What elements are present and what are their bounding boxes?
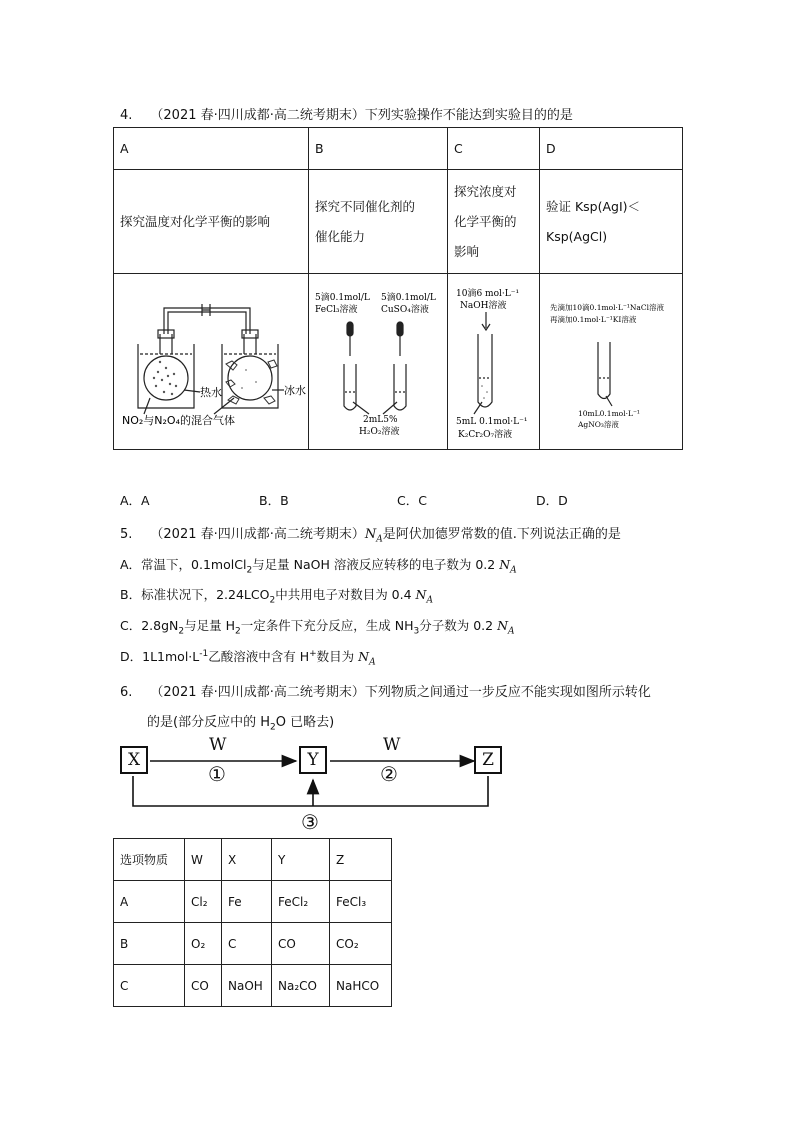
q5a-na-symbol (499, 557, 517, 576)
q5c-sub3: 3 (413, 626, 420, 637)
cell-x: Fe (222, 881, 272, 923)
label-c-top-line1: 10滴6 mol·L⁻¹ (456, 289, 520, 299)
purpose-d-line2: Ksp(AgCl) (546, 228, 608, 244)
na-letter: N (358, 649, 370, 664)
q4-header-c: C (448, 128, 540, 170)
cell-option: A (114, 881, 185, 923)
label-b-reagent2-line1: 5滴0.1mol/L (381, 293, 436, 303)
label-c-top-line2: NaOH溶液 (460, 301, 507, 311)
cell-w: CO (185, 965, 222, 1007)
label-hot-water: 热水 (200, 386, 222, 399)
cell-w: O₂ (185, 923, 222, 965)
q5a-part2: 与足量 NaOH 溶液反应转移的电子数为 0.2 (252, 557, 496, 572)
q6-stem2-part1: 的是(部分反应中的 H (147, 715, 270, 730)
q4-stem (120, 104, 573, 123)
q5-source: （2021 春·四川成都·高二统考期末） (150, 527, 365, 542)
q5c-part2: 与足量 H (184, 618, 236, 633)
cell-x: NaOH (222, 965, 272, 1007)
label-c-bottom-line2: K₂Cr₂O₇溶液 (458, 430, 513, 440)
line-z-back (133, 776, 488, 806)
q4-choice-b[interactable]: B．B (259, 493, 289, 508)
na-letter: N (415, 587, 427, 602)
q5a-part1: A．常温下，0.1molCl (120, 557, 247, 572)
na-letter: N (497, 618, 508, 633)
q5a-sub1: 2 (246, 565, 253, 576)
reagent-w-2: W (383, 735, 401, 755)
table-row (114, 923, 392, 965)
q5c-sub1: 2 (178, 626, 185, 637)
q5-number: 5. (120, 527, 133, 542)
q6-table (113, 838, 392, 1007)
na-subscript: A (510, 565, 517, 576)
q4-choice-d[interactable]: D．D (536, 493, 568, 508)
node-y: Y (299, 746, 327, 774)
purpose-b-line2: 催化能力 (315, 228, 366, 244)
label-b-bottom-line2: H₂O₂溶液 (359, 427, 400, 437)
q5c-part1: C．2.8gN (120, 618, 179, 633)
q6-header-x: X (222, 839, 272, 881)
q4-stem-text: 下列实验操作不能达到实验目的的是 (364, 108, 573, 123)
purpose-c-line2: 化学平衡的 (454, 213, 517, 229)
q4-choice-c[interactable]: C．C (397, 493, 427, 508)
label-b-reagent1-line1: 5滴0.1mol/L (315, 293, 370, 303)
q5d-part1: D．1L1mol·L (120, 649, 200, 664)
q6-header-option: 选项物质 (114, 839, 185, 881)
q4-source: （2021 春·四川成都·高二统考期末） (150, 108, 365, 123)
q5c-na-symbol (497, 618, 515, 637)
q4-purpose-b (309, 170, 448, 274)
label-d-bottom-line2: AgNO₃溶液 (578, 420, 619, 429)
q5d-sup2: + (309, 648, 317, 659)
cell-y: Na₂CO (272, 965, 330, 1007)
q5d-na-symbol (358, 649, 376, 668)
q6-number: 6. (120, 685, 133, 700)
label-b-reagent1-line2: FeCl₃溶液 (315, 305, 358, 315)
q4-figure-b (309, 274, 448, 450)
q4-purpose-d (540, 170, 683, 274)
table-row (114, 965, 392, 1007)
q5c-sub2: 2 (235, 626, 241, 637)
q4-choice-a[interactable]: A．A (120, 493, 150, 508)
q6-stem (120, 681, 651, 700)
step-3-label: ③ (301, 810, 319, 834)
q6-source: （2021 春·四川成都·高二统考期末） (150, 685, 365, 700)
apparatus-d-illustration (540, 274, 683, 449)
q5-option-d[interactable] (120, 647, 376, 668)
purpose-d-line1: 验证 Ksp(AgI)＜ (546, 198, 641, 214)
q4-header-row (114, 128, 683, 170)
na-subscript: A (426, 595, 433, 606)
q6-stem-line1: 下列物质之间通过一步反应不能实现如图所示转化 (364, 685, 651, 700)
q4-figure-a (114, 274, 309, 450)
node-z: Z (474, 746, 502, 774)
q6-stem2-sub: 2 (269, 722, 276, 733)
cell-y: CO (272, 923, 330, 965)
q4-table (113, 127, 683, 450)
cell-z: NaHCO (330, 965, 392, 1007)
purpose-c-line3: 影响 (454, 243, 480, 259)
na-subscript: A (508, 626, 515, 637)
cell-y: FeCl₂ (272, 881, 330, 923)
q4-purpose-c (448, 170, 540, 274)
cell-option: C (114, 965, 185, 1007)
label-b-reagent2-line2: CuSO₄溶液 (381, 305, 429, 315)
label-d-top-line1: 先滴加10滴0.1mol·L⁻¹NaCl溶液 (550, 303, 664, 312)
na-subscript: A (369, 657, 376, 668)
label-c-bottom-line1: 5mL 0.1mol·L⁻¹ (456, 417, 528, 427)
q5d-part3: 数目为 (316, 649, 355, 664)
node-x: X (120, 746, 148, 774)
q6-header-row (114, 839, 392, 881)
na-letter: N (364, 527, 377, 542)
label-d-top-line2: 再滴加0.1mol·L⁻¹KI溶液 (550, 315, 637, 324)
label-gas-mixture: NO₂与N₂O₄的混合气体 (122, 414, 236, 427)
q5d-part2: 乙酸溶液中含有 H (208, 649, 310, 664)
na-letter: N (499, 557, 511, 572)
q5c-part3: 一定条件下充分反应，生成 NH (240, 618, 414, 633)
cell-w: Cl₂ (185, 881, 222, 923)
q5-stem (120, 523, 621, 545)
q5-option-c[interactable] (120, 616, 515, 637)
q4-figure-c (448, 274, 540, 450)
q5-option-a[interactable] (120, 555, 517, 576)
q6-header-w: W (185, 839, 222, 881)
q6-header-y: Y (272, 839, 330, 881)
q5-na-symbol (364, 527, 383, 545)
reagent-w-1: W (209, 735, 227, 755)
q5b-part2: 中共用电子对数目为 0.4 (275, 587, 412, 602)
q4-header-d: D (540, 128, 683, 170)
q4-purpose-row (114, 170, 683, 274)
apparatus-b-illustration (309, 274, 448, 449)
cell-z: FeCl₃ (330, 881, 392, 923)
q6-header-z: Z (330, 839, 392, 881)
label-d-bottom-line1: 10mL0.1mol·L⁻¹ (578, 409, 640, 418)
q4-number: 4. (120, 108, 133, 123)
table-row (114, 881, 392, 923)
q6-stem-line2 (147, 711, 335, 733)
step-1-label: ① (208, 762, 226, 786)
q5b-sub1: 2 (269, 595, 276, 606)
purpose-c-line1: 探究浓度对 (454, 183, 517, 199)
q4-figure-row (114, 274, 683, 450)
purpose-a-text: 探究温度对化学平衡的影响 (120, 213, 271, 229)
q4-header-b: B (309, 128, 448, 170)
q6-stem2-part2: O 已略去) (275, 715, 335, 730)
q4-figure-d (540, 274, 683, 450)
label-ice-water: 冰水 (284, 384, 306, 397)
q5-option-b[interactable] (120, 585, 433, 606)
q5b-part1: B．标准状况下，2.24LCO (120, 587, 270, 602)
q5d-sup1: -1 (199, 648, 209, 659)
apparatus-a-illustration (114, 274, 309, 449)
na-subscript: A (376, 534, 383, 545)
purpose-b-line1: 探究不同催化剂的 (315, 198, 416, 214)
cell-z: CO₂ (330, 923, 392, 965)
step-2-label: ② (380, 762, 398, 786)
q5-stem-text: 是阿伏加德罗常数的值.下列说法正确的是 (382, 527, 621, 542)
cell-option: B (114, 923, 185, 965)
cell-x: C (222, 923, 272, 965)
q5c-part4: 分子数为 0.2 (419, 618, 494, 633)
apparatus-c-illustration (448, 274, 540, 449)
q4-purpose-a (114, 170, 309, 274)
q5b-na-symbol (415, 587, 433, 606)
label-b-bottom-line1: 2mL5% (363, 415, 398, 425)
q4-header-a: A (114, 128, 309, 170)
